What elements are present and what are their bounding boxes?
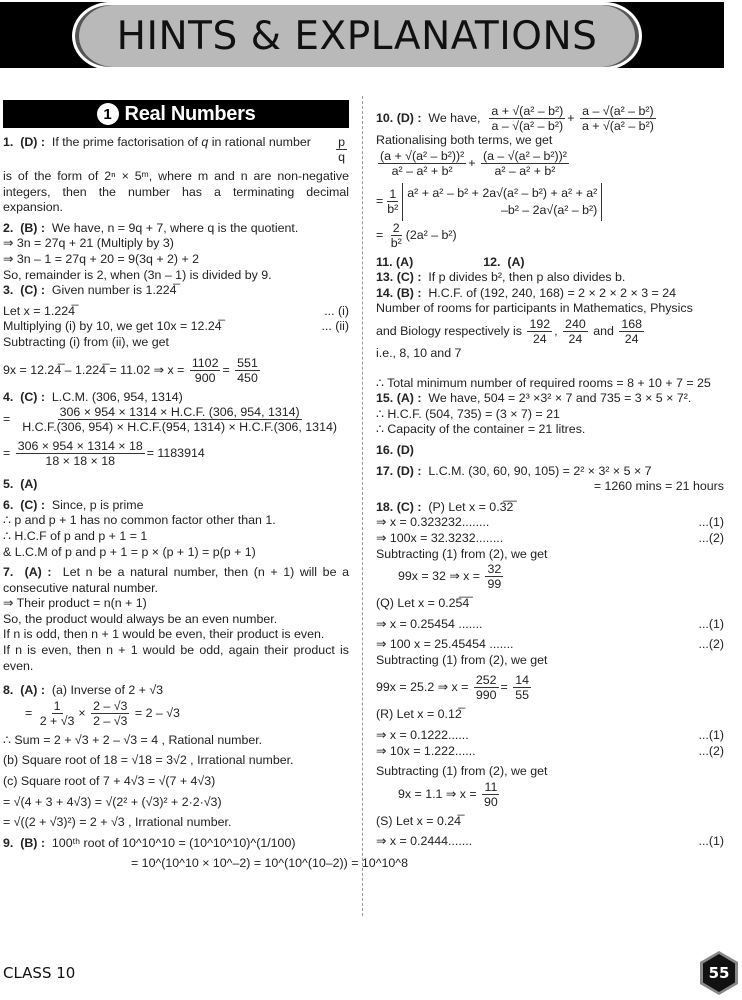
- answer-5: 5. (A): [3, 477, 38, 492]
- question-number: 1.: [3, 135, 14, 149]
- answer-option: (D) :: [20, 135, 46, 149]
- math-line: ⇒ 3n = 27q + 21 (Multiply by 3): [3, 236, 174, 251]
- fraction: $\frac{32}{99}$: [487, 562, 502, 592]
- fraction: $\frac{\text{(a – √(a² – b²))²}}{\text{a² – a² + b²}}$: [482, 148, 567, 178]
- math-line: So, remainder is 2, when (3n – 1) is divided by 9.: [3, 267, 272, 282]
- page-number-badge: [698, 950, 740, 996]
- answer-14: 14. (B) : H.C.F. of (192, 240, 168) = 2 × 2 × 2 × 3 = 24 Number of rooms for participants in Mathematics, Physics and Biology respectively is $\frac{192}{24}$ , $\frac{240}{24}$ and $\frac{168}{24}$ i.e., 8, 10 and 7 ∴ Total minimum number of required rooms = 8 + 10 + 7 = 25: [376, 285, 711, 390]
- answer-11-12: 11. (A) 12. (A): [376, 254, 525, 269]
- fraction: $\frac{192}{24}$: [529, 316, 551, 346]
- page-title: HINTS & EXPLANATIONS: [116, 13, 598, 59]
- chapter-heading: [3, 100, 349, 128]
- answer-7: 7. (A) : Let n be a natural number, then (n + 1) will be a consecutive natural number. ⇒ Their product = n(n + 1) So, the product would always be an even number. If n is odd, then n + 1 would be even, their product is even. If n is even, then n + 1 would be odd, again their product is even.: [3, 565, 349, 673]
- fraction: $\frac{240}{24}$: [565, 316, 586, 346]
- answer-1: 1. (D) : If the prime factorisation of q in rational number $\frac{p}{q}$ is of the form of 2ⁿ × 5ᵐ, where m and n are non-negative integers, then the number has a terminating decimal expansion.: [3, 135, 349, 215]
- answer-18: 18. (C) : (P) Let x = 0.3̅2̅ ⇒ x = 0.323232........ ...(1) ⇒ 100x = 32.3232........ ...(2) Subtracting (1) from (2), we get 99x = 32 ⇒ x = $\frac{32}{99}$ (Q) Let x = 0.25̅4̅ ⇒ x = 0.25454 ....... ...(1) ⇒ 100 x = 25.45454 ....... ...(2) Subtracting (1) from (2), we get 99x = 25.2 ⇒ x = $\frac{252}{990}$ = $\frac{14}{55}$ (R) Let x = 0.12̅ ⇒ x = 0.1222...... ...(1) ⇒ 10x = 1.222...... ...(2) Subtracting (1) from (2), we get 9x = 1.1 ⇒ x = $\frac{11}{90}$ (S) Let x = 0.24̅ ⇒ x = 0.2444....... ...(1): [376, 499, 724, 849]
- fraction: $\frac{11}{90}$: [484, 779, 498, 809]
- explanation-text: is of the form of 2ⁿ × 5ᵐ, where m and n are non-negative integers, then the number has a terminating decimal expansion.: [3, 169, 349, 215]
- fraction: $\frac{p}{q}$: [338, 135, 345, 164]
- fraction: $\frac{252}{990}$: [475, 673, 497, 703]
- answer-6: 6. (C) : Since, p is prime ∴ p and p + 1 has no common factor other than 1. ∴ H.C.F of p and p + 1 = 1 & L.C.M of p and p + 1 = p × (p + 1) = p(p + 1): [3, 497, 276, 559]
- answer-8: 8. (A) : (a) Inverse of 2 + √3 = $\frac{1}{2 + √3}$ × $\frac{2 - √3}{2 - √3}$ = 2 – √3 ∴ Sum = 2 + √3 + 2 – √3 = 4 , Rational number. (b) Square root of 18 = √18 = 3√2 , Irrational number. (c) Square root of 7 + 4√3 = √(7 + 4√3) = √(4 + 3 + 4√3) = √(2² + (√3)² + 2·2·√3) = √((2 + √3)²) = 2 + √3 , Irrational number.: [3, 683, 294, 830]
- fraction: $\frac{168}{24}$: [621, 316, 643, 346]
- chapter-title: Real Numbers: [124, 102, 256, 125]
- answer-3: 3. (C) : Given number is 1.224̅ Let x = 1.224̅ ... (i) Multiplying (i) by 10, we get 10x = 12.24̅ ... (ii) Subtracting (i) from (ii), we get 9x = 12.24̅ – 1.224̅ = 11.02 ⇒ x = $\frac{1102}{900}$ = $\frac{551}{450}$: [3, 283, 349, 385]
- fraction: $\frac{306 \times 954 \times 1314 \times 18}{18 \times 18 \times 18}$: [17, 439, 143, 469]
- header-pill: [72, 2, 642, 70]
- fraction: $\frac{551}{450}$: [237, 355, 258, 385]
- fraction: $\frac{14}{55}$: [515, 673, 529, 703]
- fraction: $\frac{1}{\text{b²}}$: [387, 187, 399, 217]
- header-banner: [0, 2, 724, 68]
- page-number: 55: [708, 964, 730, 982]
- right-column: [376, 104, 724, 850]
- answer-9: 9. (B) : 100ᵗʰ root of 10^10^10 = (10^10^10)^(1/100) = 10^(10^10 × 10^–2) = 10^(10^(10–2)) = 10^10^8: [3, 835, 408, 871]
- answer-13: 13. (C) : If p divides b², then p also divides b.: [376, 270, 626, 285]
- fraction: $\frac{2 - √3}{2 - √3}$: [93, 698, 128, 728]
- fraction: $\frac{1}{2 + √3}$: [39, 698, 75, 728]
- bracket-expression: a² + a² – b² + 2a√(a² – b²) + a² + a² –b² – 2a√(a² – b²): [402, 183, 602, 221]
- class-label: CLASS 10: [3, 964, 76, 982]
- answer-4: 4. (C) : L.C.M. (306, 954, 1314) = $\frac{306 \times 954 \times 1314 \times H.C.F. (306, 954, 1314)}{H.C.F.(306, 954) \times H.C.F.(954, 1314) \times H.C.F.(306, 1314)}$ = $\frac{306 \times 954 \times 1314 \times 18}{18 \times 18 \times 18}$ = 1183914: [3, 390, 349, 469]
- fraction: $\frac{\text{(a + √(a² – b²))²}}{\text{a² – a² + b²}}$: [380, 148, 465, 178]
- column-divider: [362, 96, 363, 916]
- fraction: $\frac{2}{\text{b²}}$: [390, 220, 402, 250]
- answer-10: 10. (D) : We have, $\frac{\text{a + √(a² – b²)}}{\text{a – √(a² – b²)}}$ + $\frac{\text{a – √(a² – b²)}}{\text{a + √(a² – b²)}}$ Rationalising both terms, we get $\frac{\text{(a + √(a² – b²))²}}{\text{a² – a² + b²}}$ + $\frac{\text{(a – √(a² – b²))²}}{\text{a² – a² + b²}}$ = $\frac{1}{\text{b²}}$ a² + a² – b² + 2a√(a² – b²) + a² + a² –b² – 2a√(a² – b²) = $\frac{2}{\text{b²}}$ (2a² – b²): [376, 104, 654, 250]
- fraction: $\frac{306 \times 954 \times 1314 \times H.C.F. (306, 954, 1314)}{H.C.F.(306, 954) \times H.C.F.(954, 1314) \times H.C.F.(306, 1314)}$: [22, 405, 337, 435]
- chapter-number-badge: 1: [97, 103, 119, 125]
- answer-17: 17. (D) : L.C.M. (30, 60, 90, 105) = 2² × 3² × 5 × 7 = 1260 mins = 21 hours: [376, 463, 724, 494]
- answer-15: 15. (A) : We have, 504 = 2³ ×3² × 7 and 735 = 3 × 5 × 7². ∴ H.C.F. (504, 735) = (3 × 7) = 21 ∴ Capacity of the container = 21 litres.: [376, 391, 692, 437]
- math-line: ⇒ 3n – 1 = 27q + 20 = 9(3q + 2) + 2: [3, 251, 200, 266]
- fraction: $\frac{\text{a + √(a² – b²)}}{\text{a – √(a² – b²)}}$: [491, 104, 564, 133]
- fraction: $\frac{\text{a – √(a² – b²)}}{\text{a + √(a² – b²)}}$: [581, 104, 654, 133]
- answer-16: 16. (D): [376, 442, 414, 457]
- answer-2: 2. (B) : We have, n = 9q + 7, where q is the quotient. ⇒ 3n = 27q + 21 (Multiply by 3) ⇒ 3n – 1 = 27q + 20 = 9(3q + 2) + 2 So, remainder is 2, when (3n – 1) is divided by 9.: [3, 221, 349, 283]
- fraction: $\frac{1102}{900}$: [191, 355, 219, 385]
